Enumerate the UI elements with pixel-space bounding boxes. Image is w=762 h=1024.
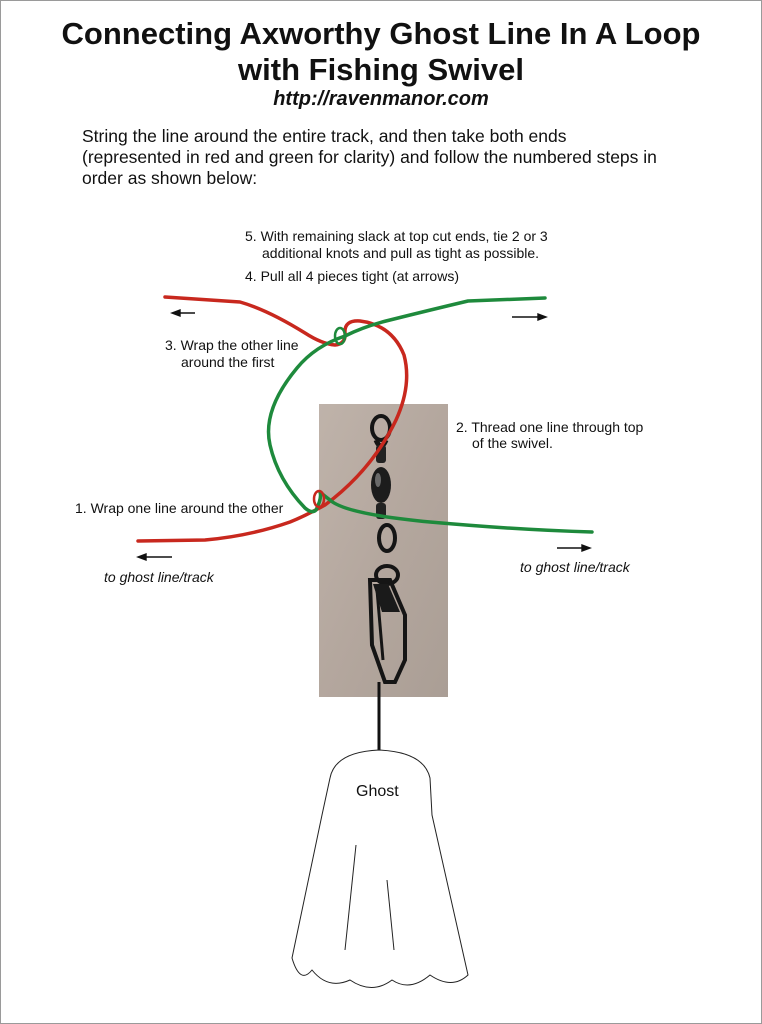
arrow-left-icon	[138, 554, 172, 560]
intro-line: (represented in red and green for clarity) and follow the numbered steps in	[82, 147, 657, 167]
step5-label-line1: 5. With remaining slack at top cut ends, tie 2 or 3	[245, 228, 548, 244]
ghost-label: Ghost	[356, 783, 399, 800]
arrow-right-icon	[557, 545, 590, 551]
page-title-line1: Connecting Axworthy Ghost Line In A Loop	[61, 16, 701, 51]
step1-label: 1. Wrap one line around the other	[75, 500, 284, 516]
intro-line: order as shown below:	[82, 168, 258, 188]
step3-label-line2: around the first	[181, 354, 275, 370]
arrow-right-icon	[512, 314, 546, 320]
step5-label-line2: additional knots and pull as tight as possible.	[262, 245, 540, 261]
right-track-caption: to ghost line/track	[520, 559, 630, 575]
left-track-caption: to ghost line/track	[104, 569, 214, 585]
arrow-left-icon	[172, 310, 195, 316]
source-url[interactable]: http://ravenmanor.com	[273, 88, 489, 110]
step4-label: 4. Pull all 4 pieces tight (at arrows)	[245, 268, 459, 284]
step2-label-line1: 2. Thread one line through top	[456, 419, 644, 435]
step3-label-line1: 3. Wrap the other line	[165, 337, 299, 353]
page-title-line2: with Fishing Swivel	[238, 52, 524, 87]
step2-label-line2: of the swivel.	[472, 435, 553, 451]
intro-line: String the line around the entire track, and then take both ends	[82, 126, 567, 146]
